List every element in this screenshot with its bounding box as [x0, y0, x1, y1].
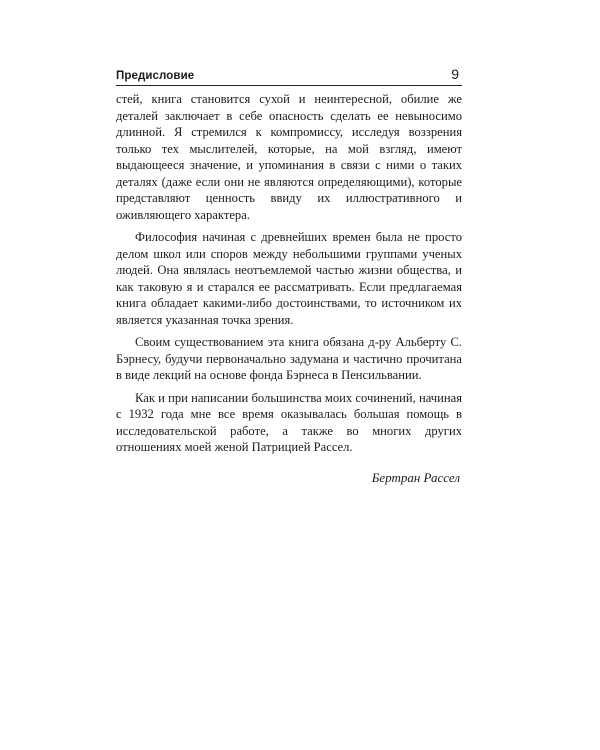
- body-text: [116, 91, 462, 456]
- book-page: [116, 66, 462, 486]
- paragraph-philosophy: Философия начиная с древнейших времен была не просто делом школ или споров между небольшими группами ученых людей. Она являлась неотъемлемой частью жизни общества, и как таковую я и старался ее рассматривать. Если предлагаемая книга обладает какими-либо достоинствами, то источником их является указанная точка зрения.: [116, 230, 462, 327]
- paragraph-acknowledgement-barnes: Своим существованием эта книга обязана д-ру Альберту С. Бэрнесу, будучи первоначально задумана и частично прочитана в виде лекций на основе фонда Бэрнеса в Пенсильвании.: [116, 335, 462, 382]
- page-number: 9: [451, 66, 459, 82]
- running-title: Предисловие: [116, 70, 195, 82]
- author-signature: Бертран Рассел: [371, 469, 460, 485]
- running-header: [116, 66, 462, 86]
- paragraph-continuation: стей, книга становится сухой и неинтересной, обилие же деталей заключает в себе опасность сделать ее невыносимо длинной. Я стремился к компромиссу, исследуя воззрения только тех мыслителей, которые, на мой взгляд, имеют выдающееся значение, и упоминания в связи с ними о таких деталях (даже если они не являются определяющими), которые представляют ценность ввиду их иллюстративного и оживляющего характера.: [116, 92, 462, 222]
- paragraph-acknowledgement-wife: Как и при написании большинства моих сочинений, начиная с 1932 года мне все время оказывалась большая помощь в исследовательской работе, а также во многих других отношениях моей женой Патрицией Рассел.: [116, 390, 462, 454]
